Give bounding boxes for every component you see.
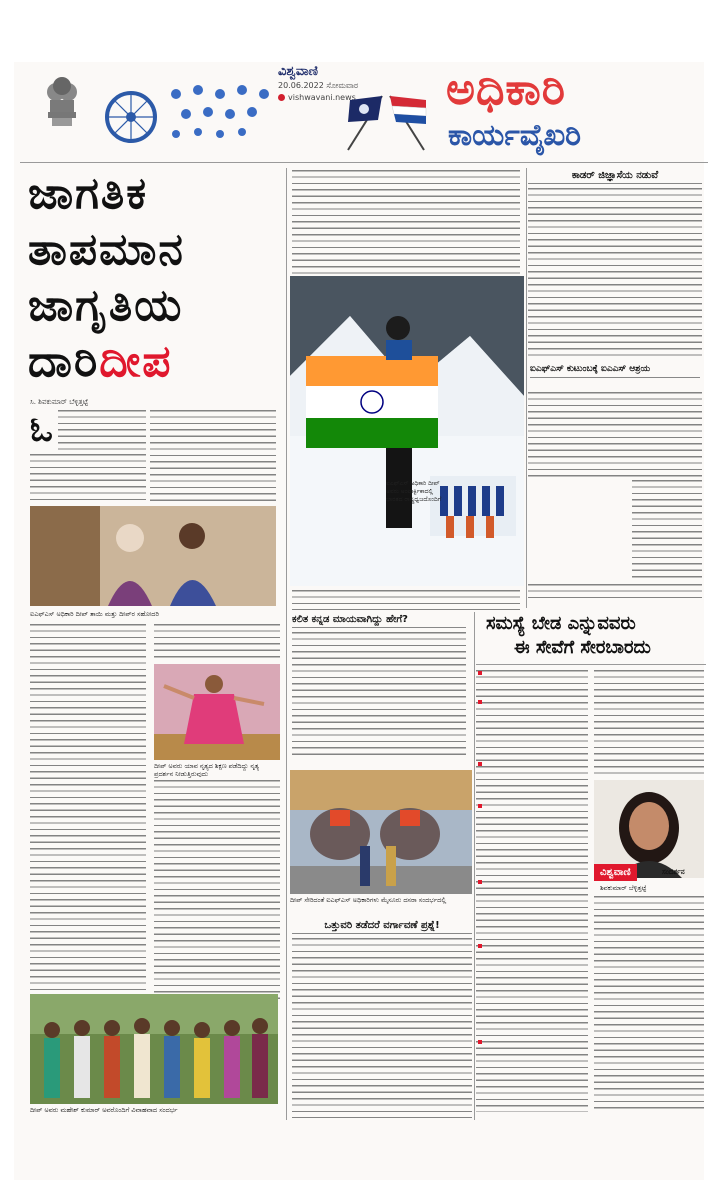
column-divider bbox=[286, 168, 287, 1120]
department-icons bbox=[168, 84, 276, 142]
section-title: ಅಧಿಕಾರಿ bbox=[446, 64, 566, 115]
kannada-heading: ಕಲಿತ ಕನ್ನಡ ಮಾಯವಾಗಿದ್ದು ಹೇಗೆ? bbox=[292, 614, 466, 628]
interview-qa-text bbox=[476, 670, 588, 1112]
issue-date: 20.06.2022 ಸೋಮವಾರ bbox=[278, 81, 359, 90]
article-text bbox=[154, 624, 280, 660]
article-text bbox=[150, 410, 276, 504]
interview-headline-line-2: ಈ ಸೇವೆಗೆ ಸೇರಬಾರದು bbox=[514, 637, 651, 658]
question-marker-icon bbox=[478, 880, 482, 884]
interviewer-name: ಶಿವಕುಮಾರ್ ಬೆಳ್ಳಿತ್ತಟ್ಟೆ bbox=[600, 884, 647, 892]
article-text bbox=[154, 780, 280, 1000]
website-icon bbox=[278, 94, 285, 101]
ifs-text bbox=[632, 480, 702, 580]
column-divider bbox=[526, 168, 527, 608]
article-text bbox=[292, 170, 520, 274]
transfer-heading: ಒತ್ತುವರಿ ತಡೆದರೆ ವರ್ಗಾವಣೆ ಪ್ರಶ್ನೆ! bbox=[292, 920, 472, 934]
kannada-text bbox=[292, 632, 466, 760]
cadre-heading: ಕಾಡರ್ ಜಿಜ್ಞಾಸೆಯ ನಡುವೆ bbox=[528, 170, 702, 184]
headline-line-4 bbox=[28, 334, 286, 390]
interview-qa-text bbox=[594, 670, 704, 778]
elephant-photo-caption: ದೀಪ್ ಸೇರಿದಂತೆ ಐಎಫ್‌ಎಸ್ ಅಧಿಕಾರಿಗಳು ಮೈಸೂರು ದಸರಾ ಸಂದರ್ಭದಲ್ಲಿ bbox=[290, 896, 447, 904]
question-marker-icon bbox=[478, 671, 482, 675]
family-photo-caption: ಐಎಫ್‌ಎಸ್ ಅಧಿಕಾರಿ ದೀಪ್ ತಾಯಿ ಮತ್ತು ದೀಪ್‌ರ ಸಹೋದರಿ bbox=[30, 610, 159, 618]
question-marker-icon bbox=[478, 762, 482, 766]
interview-headline-line-1: ಸಮಸ್ಯೆ ಬೇಡ ಎನ್ನುವವರು bbox=[486, 613, 636, 634]
transfer-text bbox=[292, 938, 472, 1118]
crossed-flags-icon bbox=[330, 92, 442, 152]
group-photo bbox=[30, 994, 278, 1104]
headline-red-word: ದೀಪ bbox=[99, 336, 173, 387]
ifs-heading: ಐಎಫ್ಎಸ್ ಕುಟುಂಬಕ್ಕೆ ಐಎಎಸ್ ಆಶ್ರಯ bbox=[530, 364, 700, 378]
main-headline bbox=[28, 166, 286, 390]
interview-badge: ವಿಶ್ವವಾಣಿ bbox=[594, 864, 637, 881]
article-text bbox=[30, 624, 146, 1000]
headline-black-word: ದಾರಿ bbox=[28, 336, 100, 387]
ifs-text bbox=[528, 584, 702, 602]
group-photo-caption: ದೀಪ್ ಅವರು ಮಹೇಶ್ ಕುಮಾರ್ ಅವರೊಂದಿಗೆ ವಿವಾಹವಾದ ಸಂದರ್ಭ bbox=[30, 1106, 178, 1114]
article-text bbox=[58, 410, 146, 452]
question-marker-icon bbox=[478, 944, 482, 948]
interview-qa-text bbox=[594, 896, 704, 1112]
elephant-photo bbox=[290, 770, 472, 894]
headline-line-1: ಜಾಗತಿಕ bbox=[28, 168, 149, 219]
column-divider bbox=[474, 612, 475, 1120]
section-subtitle: ಕಾರ್ಯವೈಖರಿ bbox=[448, 118, 582, 153]
ashoka-chakra-icon bbox=[104, 90, 158, 144]
flag-photo-caption: ಐಎಫ್ಎಸ್ ಅಧಿಕಾರಿ ದೀಪ್ ಅವರು ಅಂಟಾರ್ಕ್ಟಿಕಾದಲ್ಲಿ ಭಾರತದ ರಾಷ್ಟ್ರಧ್ವಜದೊಂದಿಗೆ bbox=[386, 480, 442, 503]
question-marker-icon bbox=[478, 1040, 482, 1044]
article-text bbox=[30, 454, 146, 504]
headline-line-3: ಜಾಗೃತಿಯ bbox=[28, 280, 184, 331]
dance-photo-caption: ದೀಪ್ ಅವರು ಯಾವ ನೃತ್ಯದ ಶಿಕ್ಷಣ ಪಡೆದಿದ್ದು ನೃತ್ಯ ಪ್ರದರ್ಶನ ನೀಡುತ್ತಿರುವುದು bbox=[154, 762, 260, 778]
drop-cap: ಓ bbox=[30, 410, 53, 450]
flag-photo bbox=[290, 276, 524, 586]
question-marker-icon bbox=[478, 700, 482, 704]
website-url: vishwavani.news bbox=[288, 93, 356, 102]
cadre-text bbox=[528, 188, 702, 358]
ifs-text bbox=[528, 392, 702, 480]
article-text bbox=[292, 590, 520, 610]
section-divider bbox=[476, 664, 706, 665]
dance-photo bbox=[154, 664, 280, 760]
headline-line-2: ತಾಪಮಾನ bbox=[28, 224, 185, 275]
brand-name: ವಿಶ್ವವಾಣಿ bbox=[278, 64, 318, 79]
family-photo bbox=[30, 506, 276, 606]
byline: ಸಿ. ಶಿವಕುಮಾರ್ ಬೆಳ್ಳಿತ್ತಟ್ಟೆ bbox=[30, 398, 89, 406]
masthead-divider bbox=[20, 162, 708, 163]
national-emblem-icon bbox=[38, 72, 86, 130]
interview-badge-subtitle: ಸಂದರ್ಶನ bbox=[662, 868, 685, 876]
question-marker-icon bbox=[478, 804, 482, 808]
interview-headline bbox=[486, 612, 704, 660]
